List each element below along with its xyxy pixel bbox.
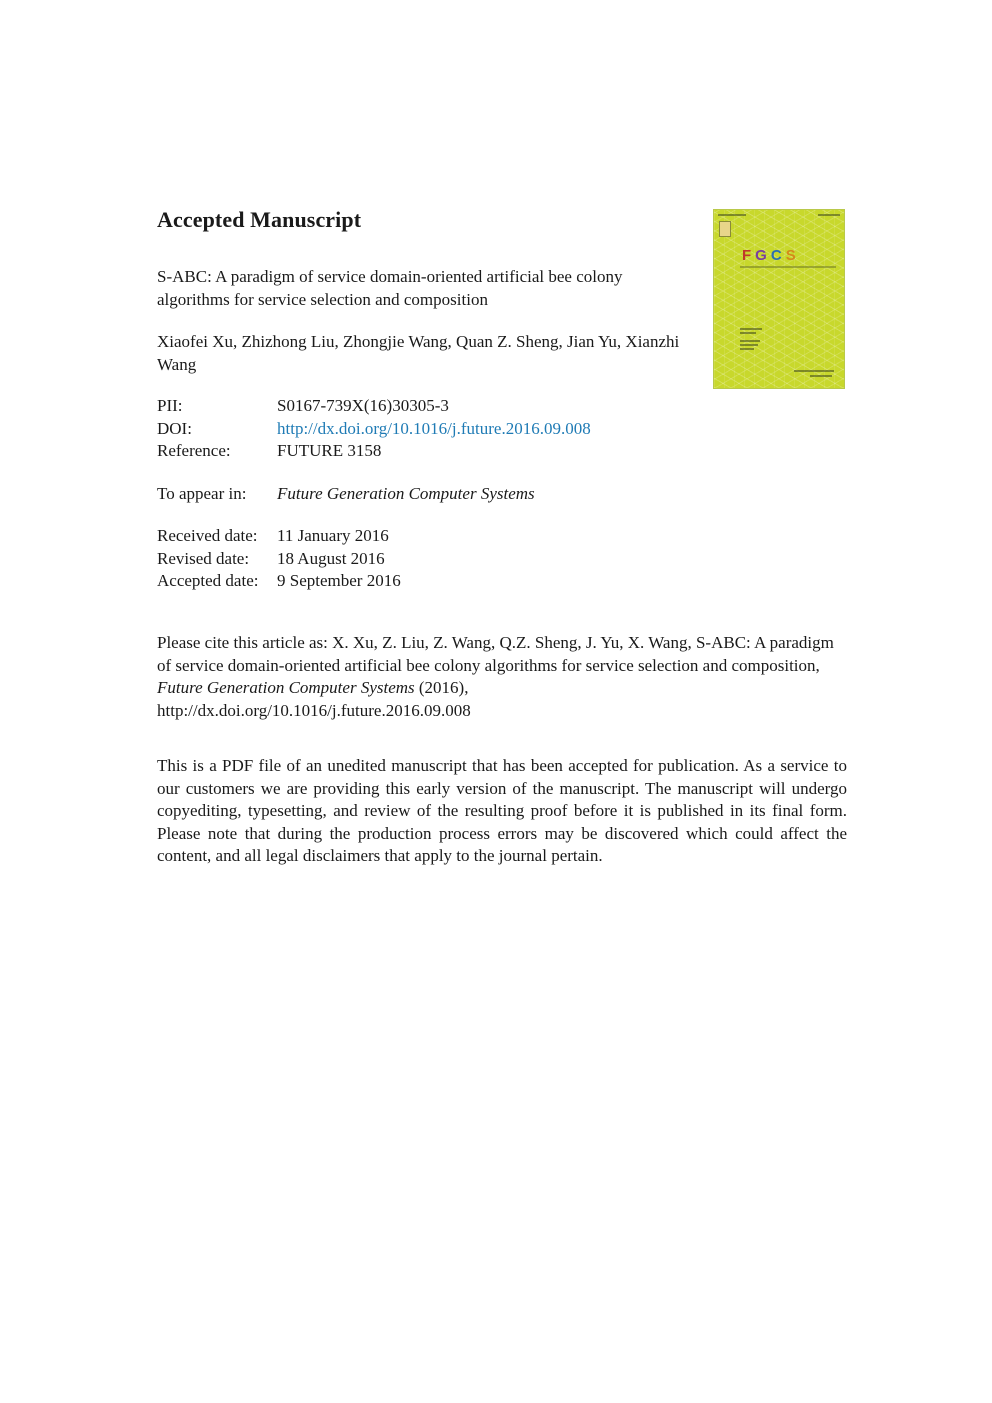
- revised-value: 18 August 2016: [277, 548, 385, 568]
- doi-row: [157, 418, 591, 441]
- disclaimer-paragraph: This is a PDF file of an unedited manuscript that has been accepted for publication. As a service to our customers we are providing this early version of the manuscript. The manuscript will undergo copyediting, typesetting, and review of the resulting proof before it is published in its final form. Please note that during the production process errors may be discovered which could affect the content, and all legal disclaimers that apply to the journal pertain.: [157, 756, 847, 866]
- accepted-value: 9 September 2016: [277, 571, 401, 590]
- cover-text-line: [794, 370, 834, 372]
- cover-letter: C: [770, 247, 783, 264]
- cover-letter: S: [785, 247, 797, 264]
- cover-letter: F: [742, 247, 753, 264]
- citation-journal: Future Generation Computer Systems: [157, 678, 415, 698]
- reference-label: Reference:: [157, 441, 231, 460]
- citation-doi: http://dx.doi.org/10.1016/j.future.2016.09.008: [157, 700, 471, 720]
- doi-link[interactable]: http://dx.doi.org/10.1016/j.future.2016.09.008: [277, 418, 591, 438]
- reference-value: FUTURE 3158: [277, 441, 382, 460]
- revised-label: Revised date:: [157, 548, 250, 568]
- journal-cover-image: [713, 209, 845, 389]
- cover-letter: G: [755, 247, 768, 264]
- journal-row: [157, 483, 535, 506]
- cover-header-strip: [718, 214, 840, 216]
- dates-table: [157, 525, 401, 593]
- cover-text-line: [740, 340, 760, 342]
- cover-text-line: [810, 375, 832, 377]
- page-title: Accepted Manuscript: [157, 207, 362, 232]
- publisher-logo-icon: [719, 221, 731, 237]
- revised-row: [157, 548, 401, 571]
- cover-subtitle-bar: [740, 266, 836, 268]
- pii-value: S0167-739X(16)30305-3: [277, 396, 449, 415]
- journal-label: To appear in:: [157, 484, 247, 503]
- citation-lead: Please cite this article as: X. Xu, Z. Liu, Z. Wang, Q.Z. Sheng, J. Yu, X. Wang, S-ABC: A paradigm of service domain-oriented artificial bee colony algorithms for service selection and composition,: [157, 633, 834, 675]
- doi-label: DOI:: [157, 418, 192, 438]
- cover-text-line: [740, 344, 758, 346]
- cover-journal-logo: [742, 247, 800, 264]
- accepted-label: Accepted date:: [157, 571, 259, 590]
- article-title: S-ABC: A paradigm of service domain-oriented artificial bee colony algorithms for service selection and composition: [157, 267, 623, 309]
- journal-name: Future Generation Computer Systems: [277, 484, 535, 503]
- cover-text-line: [740, 332, 756, 334]
- identifier-table: [157, 395, 591, 463]
- pii-label: PII:: [157, 396, 183, 415]
- received-value: 11 January 2016: [277, 526, 389, 545]
- citation-paragraph: [157, 632, 847, 722]
- journal-table: [157, 483, 535, 506]
- cover-text-line: [740, 328, 762, 330]
- citation-year: (2016),: [418, 678, 469, 698]
- received-row: [157, 525, 401, 548]
- accepted-row: [157, 570, 401, 593]
- reference-row: [157, 440, 591, 463]
- pii-row: [157, 395, 591, 418]
- cover-text-line: [740, 348, 754, 350]
- author-list: Xiaofei Xu, Zhizhong Liu, Zhongjie Wang, Quan Z. Sheng, Jian Yu, Xianzhi Wang: [157, 332, 680, 374]
- received-label: Received date:: [157, 526, 258, 545]
